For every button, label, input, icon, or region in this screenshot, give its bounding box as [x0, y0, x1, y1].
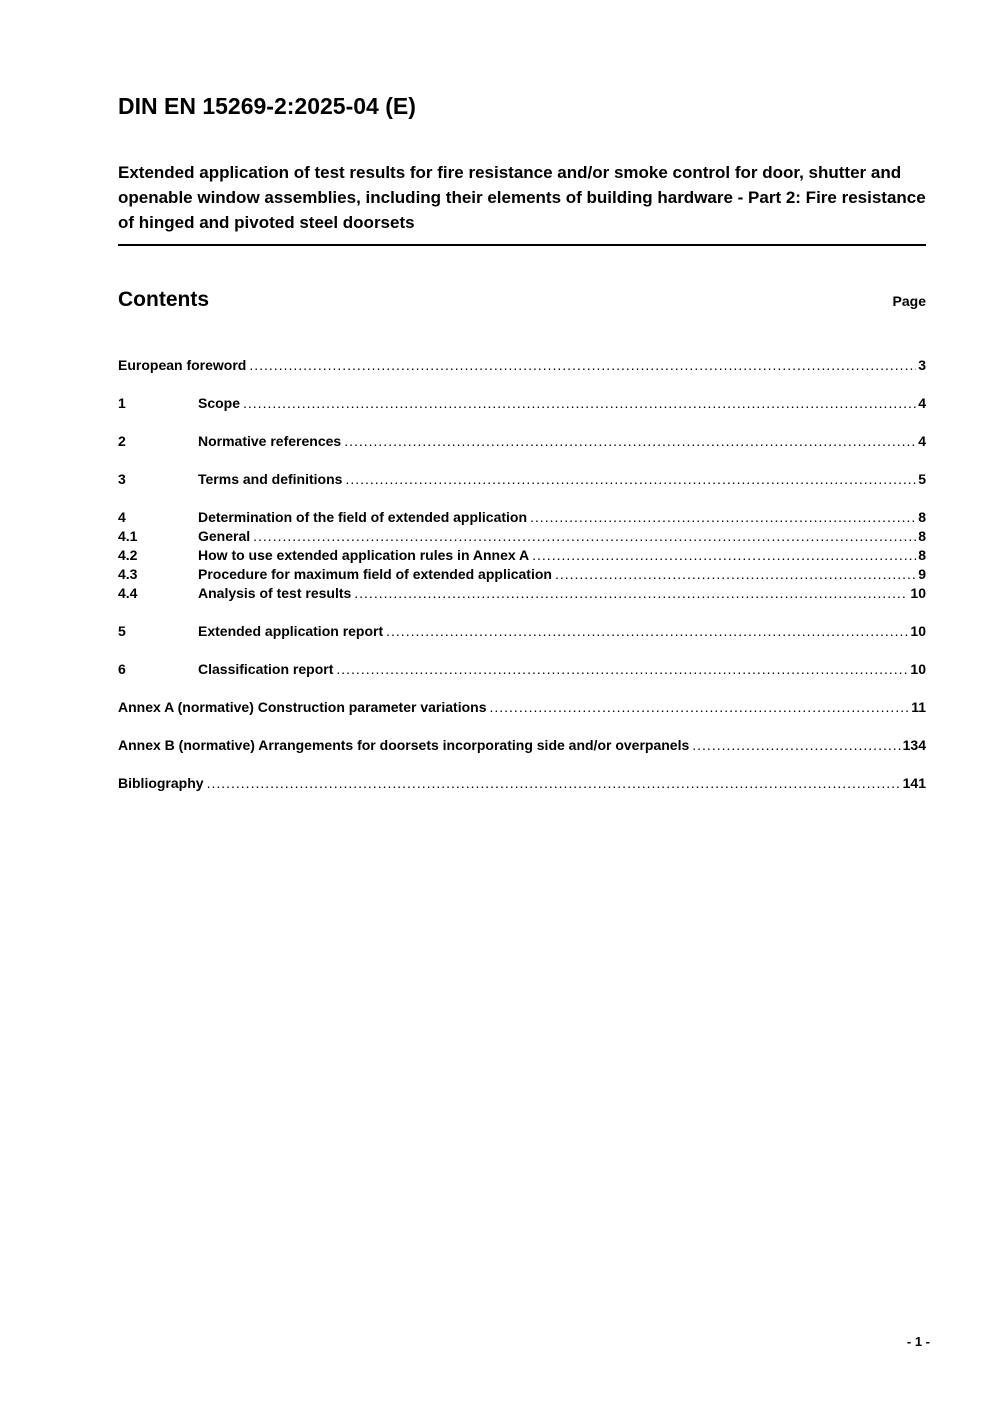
toc-row	[118, 736, 926, 755]
toc-entry-title: Determination of the field of extended application	[198, 509, 528, 525]
toc-row	[118, 432, 926, 451]
toc-entry-page: 8	[918, 509, 926, 525]
toc-group	[118, 432, 926, 451]
toc-group	[118, 774, 926, 793]
toc-row	[118, 584, 926, 603]
toc-entry-title: Annex A (normative) Construction parameter variations	[118, 699, 487, 715]
toc-entry-page: 8	[918, 547, 926, 563]
page-column-label: Page	[892, 293, 926, 309]
toc-entry-page: 10	[910, 623, 926, 639]
toc-row	[118, 546, 926, 565]
toc-dot-leader	[692, 736, 900, 755]
toc-dot-leader	[532, 546, 916, 565]
toc-entry-number: 2	[118, 433, 126, 449]
contents-heading: Contents	[118, 288, 209, 311]
toc-entry-page: 141	[902, 775, 926, 791]
toc-entry-title: General	[198, 528, 251, 544]
toc-row	[118, 698, 926, 717]
toc-entry-title: Classification report	[198, 661, 334, 677]
toc-row	[118, 660, 926, 679]
toc-group	[118, 394, 926, 413]
toc-row	[118, 508, 926, 527]
toc-entry-title: Scope	[198, 395, 241, 411]
toc-entry-title: Terms and definitions	[198, 471, 343, 487]
toc-entry-page: 10	[910, 585, 926, 601]
page-content	[118, 0, 926, 812]
toc-row	[118, 356, 926, 375]
toc-group	[118, 622, 926, 641]
toc-entry-page: 11	[911, 699, 926, 715]
toc-entry-title: How to use extended application rules in Annex A	[198, 547, 530, 563]
toc-dot-leader	[555, 565, 916, 584]
toc-dot-leader	[354, 584, 908, 603]
toc-entry-number: 1	[118, 395, 126, 411]
toc-row	[118, 774, 926, 793]
toc-row	[118, 527, 926, 546]
toc-entry-number: 4.2	[118, 547, 138, 563]
toc-group	[118, 470, 926, 489]
toc-group	[118, 356, 926, 375]
toc-entry-page: 4	[918, 433, 926, 449]
toc-entry-page: 3	[918, 357, 926, 373]
toc-entry-title: Normative references	[198, 433, 342, 449]
toc-entry-title: Annex B (normative) Arrangements for doorsets incorporating side and/or overpanels	[118, 737, 690, 753]
toc-dot-leader	[253, 527, 916, 546]
toc-entry-page: 9	[918, 566, 926, 582]
toc-entry-page: 5	[918, 471, 926, 487]
toc-dot-leader	[336, 660, 908, 679]
toc-row	[118, 622, 926, 641]
toc-entry-page: 4	[918, 395, 926, 411]
toc-entry-number: 4.1	[118, 528, 138, 544]
toc-dot-leader	[344, 432, 916, 451]
toc-entry-number: 4	[118, 509, 126, 525]
toc-entry-number: 4.4	[118, 585, 138, 601]
toc-row	[118, 394, 926, 413]
toc-group	[118, 698, 926, 717]
toc-entry-number: 6	[118, 661, 126, 677]
toc-dot-leader	[207, 774, 901, 793]
document-number: DIN EN 15269-2:2025-04 (E)	[118, 93, 416, 119]
toc-entry-number: 4.3	[118, 566, 138, 582]
toc-entry-page: 134	[902, 737, 926, 753]
toc-dot-leader	[386, 622, 908, 641]
toc-group	[118, 660, 926, 679]
contents-header-bar	[118, 288, 926, 312]
toc-entry-page: 10	[910, 661, 926, 677]
toc-group	[118, 508, 926, 603]
toc-dot-leader	[530, 508, 916, 527]
toc-dot-leader	[243, 394, 916, 413]
toc-entry-title: Procedure for maximum field of extended application	[198, 566, 552, 582]
toc-dot-leader	[345, 470, 916, 489]
document-title: Extended application of test results for fire resistance and/or smoke control for door, shutter and openable window assemblies, including their elements of building hardware - Part 2: Fire resistance of hinged and pivoted steel doorsets	[118, 160, 926, 246]
toc-entry-number: 3	[118, 471, 126, 487]
footer-page-number: - 1 -	[906, 1334, 930, 1349]
toc-entry-title: Extended application report	[198, 623, 384, 639]
toc-dot-leader	[249, 356, 916, 375]
toc-entry-title: European foreword	[118, 357, 247, 373]
toc-row	[118, 470, 926, 489]
table-of-contents	[118, 356, 926, 793]
toc-dot-leader	[489, 698, 909, 717]
toc-entry-number: 5	[118, 623, 126, 639]
toc-entry-page: 8	[918, 528, 926, 544]
toc-group	[118, 736, 926, 755]
toc-row	[118, 565, 926, 584]
toc-entry-title: Bibliography	[118, 775, 204, 791]
toc-entry-title: Analysis of test results	[198, 585, 352, 601]
